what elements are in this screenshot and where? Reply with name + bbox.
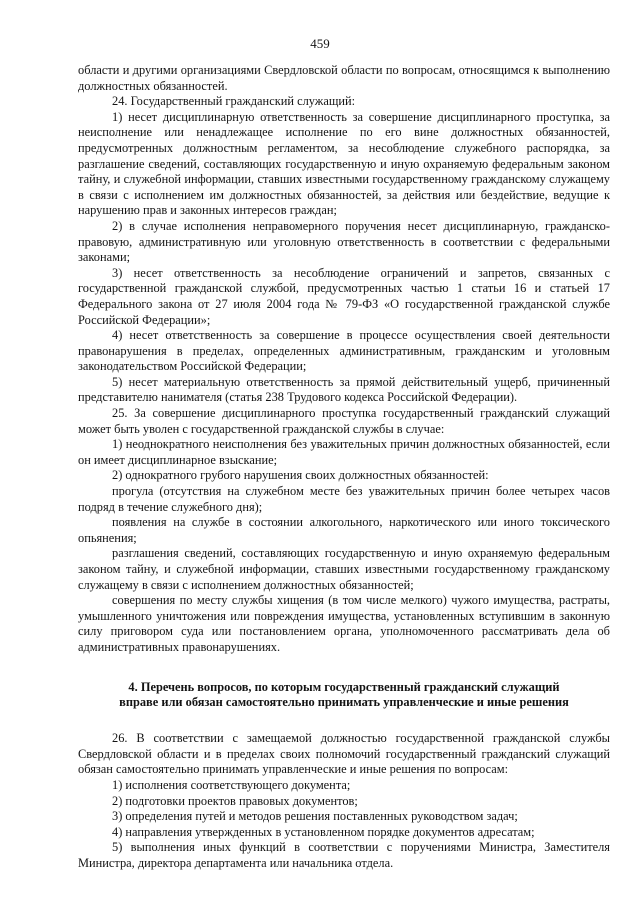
paragraph: 5) несет материальную ответственность за прямой действительный ущерб, причиненный представителю нанимателя (статья 238 Трудового кодекса Российской Федерации). (78, 374, 610, 405)
paragraph: 5) выполнения иных функций в соответствии с поручениями Министра, Заместителя Министра, директора департамента или начальника отдела. (78, 840, 610, 870)
paragraph: 2) однократного грубого нарушения своих должностных обязанностей: (112, 468, 489, 483)
paragraph: 26. В соответствии с замещаемой должностью государственной гражданской службы Свердловской области и в пределах своих полномочий государственный гражданский служащий обязан самостоятельно принимать управленческие и иные решения по вопросам: (78, 731, 610, 777)
paragraph: совершения по месту службы хищения (в том числе мелкого) чужого имущества, растраты, умышленного уничтожения или повреждения имущества, установленных вступившим в законную силу приговором суда или постановлением органа, уполномоченного рассматривать дела об административных правонарушениях. (78, 593, 610, 654)
document-body (78, 63, 610, 872)
paragraph: 4) несет ответственность за совершение в процессе осуществления своей деятельности правонарушения в пределах, определенных административным, гражданским и уголовным законодательством Российской Федерации; (78, 328, 610, 374)
section-heading-line-2: вправе или обязан самостоятельно принимать управленческие и иные решения (119, 695, 569, 710)
section-heading-line-1: 4. Перечень вопросов, по которым государственный гражданский служащий (128, 679, 560, 694)
paragraph: прогула (отсутствия на служебном месте без уважительных причин более четырех часов подряд в течение служебного дня); (78, 484, 610, 514)
paragraphs-bottom (78, 731, 610, 871)
paragraph: 3) определения путей и методов решения поставленных руководством задач; (112, 809, 518, 824)
paragraph: 1) неоднократного неисполнения без уважительных причин должностных обязанностей, если он имеет дисциплинарное взыскание; (78, 437, 610, 467)
paragraph: 24. Государственный гражданский служащий: (112, 94, 356, 109)
page-number: 459 (310, 36, 330, 51)
paragraph: 25. За совершение дисциплинарного проступка государственный гражданский служащий может быть уволен с государственной гражданской службы в случае: (78, 406, 610, 436)
paragraph: 2) в случае исполнения неправомерного поручения несет дисциплинарную, гражданско-правовую, административную или уголовную ответственность в соответствии с федеральными законами; (78, 218, 610, 265)
paragraphs-top (78, 63, 610, 656)
paragraph: разглашения сведений, составляющих государственную и иную охраняемую федеральным законом тайну, и служебной информации, ставших известными государственному гражданскому служащему в связи с исполнением должностных обязанностей; (78, 546, 610, 592)
paragraph: 2) подготовки проектов правовых документов; (112, 793, 358, 808)
paragraph: 1) несет дисциплинарную ответственность за совершение дисциплинарного проступка, за неисполнение или ненадлежащее исполнение по его вине должностных обязанностей, предусмотренных должностным регламентом, за несоблюдение служебного распорядка, за разглашение сведений, составляющих государственную и иную охраняемую федеральным законом тайну, и служебной информации, ставших известными государственному гражданскому служащему в связи с исполнением им должностных обязанностей, за действия или бездействие, ведущие к нарушению прав и законных интересов граждан; (78, 109, 610, 218)
paragraph: 1) исполнения соответствующего документа; (112, 777, 351, 792)
paragraph: появления на службе в состоянии алкогольного, наркотического или иного токсического опьянения; (78, 515, 610, 545)
paragraph: 3) несет ответственность за несоблюдение ограничений и запретов, связанных с государственной гражданской службой, предусмотренных частью 1 статьи 16 и статьей 17 Федерального закона от 27 июля 2004 года № 79-ФЗ «О государственной гражданской службе Российской Федерации»; (78, 265, 610, 327)
paragraph: области и другими организациями Свердловской области по вопросам, относящимся к выполнению должностных обязанностей. (78, 63, 610, 93)
paragraph: 4) направления утвержденных в установленном порядке документов адресатам; (112, 824, 535, 839)
section-heading (78, 680, 610, 712)
